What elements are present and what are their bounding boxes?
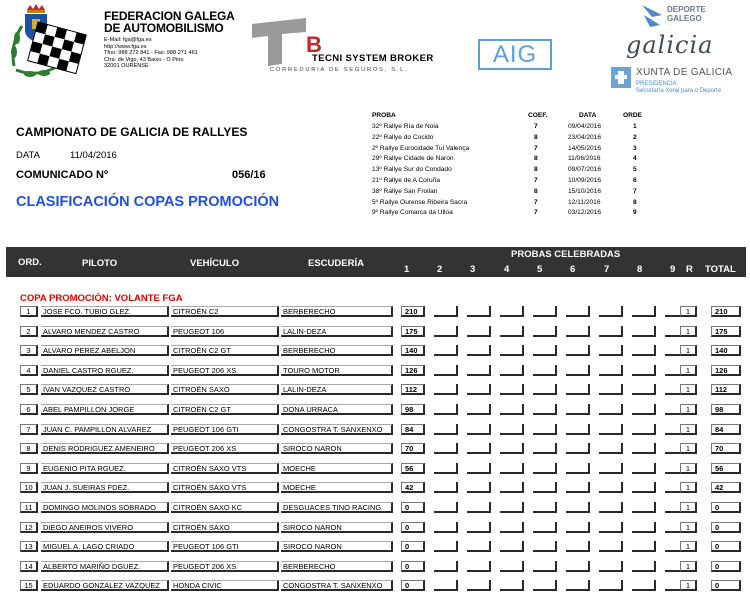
row-event-6-points [566, 463, 590, 474]
contact-line: 32001 OURENSE [104, 63, 149, 70]
row-event-7-points [599, 443, 623, 454]
row-event-1-points: 56 [401, 463, 425, 474]
row-total: 0 [711, 541, 741, 552]
row-event-1-points: 0 [401, 561, 425, 572]
row-event-5-points [533, 404, 557, 415]
row-vehiculo: HONDA CIVIC [171, 580, 279, 591]
row-vehiculo: CITROËN C2 GT [171, 345, 279, 356]
row-event-4-points [500, 522, 524, 533]
communique-label: COMUNICADO Nº [16, 169, 109, 181]
row-event-1-points: 126 [401, 365, 425, 376]
row-event-7-points [599, 326, 623, 337]
row-event-3-points [467, 404, 491, 415]
row-event-6-points [566, 522, 590, 533]
row-event-2-points [434, 522, 458, 533]
row-event-6-points [566, 384, 590, 395]
row-event-3-points [467, 365, 491, 376]
rallies-header-proba: PROBA [372, 112, 396, 119]
row-r: 1 [680, 345, 697, 356]
row-ord: 10 [20, 482, 38, 493]
row-piloto: ALVARO MENDEZ CASTRO [41, 326, 169, 337]
header-event-6: 6 [570, 264, 576, 275]
row-event-5-points [533, 443, 557, 454]
row-event-8-points [632, 541, 656, 552]
xunta-secretaria: Secretaría Xeral para o Deporte [636, 88, 722, 94]
federation-name-line1: FEDERACION GALEGA [104, 9, 235, 23]
row-event-3-points [467, 561, 491, 572]
broker-name: TECNI SYSTEM BROKER [312, 53, 434, 64]
row-ord: 14 [20, 561, 38, 572]
row-event-6-points [566, 404, 590, 415]
rally-proba: 21º Rallye de A Coruña [372, 177, 441, 184]
row-event-3-points [467, 463, 491, 474]
row-piloto: JUAN J. SUEIRAS FDEZ. [41, 482, 169, 493]
row-event-5-points [533, 580, 557, 591]
header-total: TOTAL [705, 264, 736, 275]
row-total: 56 [711, 463, 741, 474]
row-event-7-points [599, 502, 623, 513]
row-event-5-points [533, 384, 557, 395]
rally-coef: 8 [534, 166, 538, 174]
row-total: 84 [711, 424, 741, 435]
row-event-6-points [566, 482, 590, 493]
row-escuderia: MOECHE [281, 463, 393, 474]
row-event-4-points [500, 502, 524, 513]
header-event-2: 2 [437, 264, 443, 275]
row-event-5-points [533, 502, 557, 513]
section-title: COPA PROMOCIÓN: VOLANTE FGA [20, 293, 183, 304]
header-probas-celebradas: PROBAS CELEBRADAS [511, 249, 621, 260]
row-ord: 3 [20, 345, 38, 356]
row-piloto: EDUARDO GONZALEZ VAZQUEZ [41, 580, 169, 591]
header-event-8: 8 [637, 264, 643, 275]
row-escuderia: MOECHE [281, 482, 393, 493]
row-event-4-points [500, 404, 524, 415]
row-event-5-points [533, 561, 557, 572]
contact-line: Ctra. de Vigo, 43 Baixo - O Pino [104, 56, 184, 63]
row-event-3-points [467, 326, 491, 337]
row-escuderia: SIROCO NARON [281, 541, 393, 552]
row-escuderia: CONGOSTRA T. SANXENXO [281, 580, 393, 591]
federation-name-line2: DE AUTOMOBILISMO [104, 21, 224, 35]
row-event-4-points [500, 306, 524, 317]
header-event-7: 7 [604, 264, 610, 275]
row-event-2-points [434, 306, 458, 317]
row-ord: 15 [20, 580, 38, 591]
row-r: 1 [680, 443, 697, 454]
row-event-4-points [500, 463, 524, 474]
header-event-3: 3 [470, 264, 476, 275]
contact-line: Tfno: 988 272 841 - Fax: 988 271 461 [104, 50, 198, 57]
row-event-1-points: 98 [401, 404, 425, 415]
rally-coef: 7 [534, 123, 538, 130]
row-event-8-points [632, 326, 656, 337]
row-total: 42 [711, 482, 741, 493]
aig-logo [478, 39, 552, 70]
row-event-7-points [599, 404, 623, 415]
row-event-8-points [632, 580, 656, 591]
row-event-7-points [599, 424, 623, 435]
deporte-galego-icon [640, 3, 664, 29]
row-escuderia: BERBERECHO [281, 345, 393, 356]
row-event-7-points [599, 384, 623, 395]
row-r: 1 [680, 384, 697, 395]
fga-logo [8, 4, 92, 80]
header-escuderia: ESCUDERÍA [308, 258, 364, 269]
row-piloto: IVAN VAZQUEZ CASTRO [41, 384, 169, 395]
row-event-8-points [632, 463, 656, 474]
rally-proba: 9º Rallye Comarca da Ulloa [372, 209, 453, 217]
row-piloto: JUAN C. PAMPILLON ALVAREZ [41, 424, 169, 435]
deporte-line2: GALEGO [667, 14, 702, 23]
row-event-8-points [632, 404, 656, 415]
rallies-header-coef: COEF. [528, 112, 548, 119]
row-vehiculo: CITROËN SAXO KC [171, 502, 279, 513]
row-event-1-points: 70 [401, 443, 425, 454]
row-event-8-points [632, 345, 656, 356]
row-vehiculo: CITROËN C2 [171, 306, 279, 317]
row-event-1-points: 42 [401, 482, 425, 493]
row-event-4-points [500, 443, 524, 454]
row-event-3-points [467, 482, 491, 493]
rally-orde: 8 [633, 198, 637, 206]
row-vehiculo: PEUGEOT 206 XS [171, 443, 279, 454]
row-ord: 4 [20, 365, 38, 376]
row-event-5-points [533, 541, 557, 552]
header-event-4: 4 [504, 264, 510, 275]
row-event-6-points [566, 424, 590, 435]
row-event-6-points [566, 443, 590, 454]
row-vehiculo: CITROËN C2 GT [171, 404, 279, 415]
row-event-2-points [434, 424, 458, 435]
row-event-6-points [566, 580, 590, 591]
row-event-3-points [467, 443, 491, 454]
row-event-4-points [500, 561, 524, 572]
row-escuderia: SIROCO NARON [281, 443, 393, 454]
rally-proba: 13º Rallye Sur do Condado [372, 166, 452, 174]
row-event-7-points [599, 463, 623, 474]
row-event-2-points [434, 404, 458, 415]
classification-title: CLASIFICACIÓN COPAS PROMOCIÓN [16, 194, 280, 210]
aig-wordmark: AIG [492, 41, 538, 68]
row-event-3-points [467, 345, 491, 356]
rally-coef: 7 [534, 209, 538, 217]
xunta-emblem-icon [611, 67, 631, 88]
row-total: 0 [711, 522, 741, 533]
row-event-7-points [599, 306, 623, 317]
svg-text:B: B [306, 32, 322, 57]
rally-data: 09/04/2016 [568, 123, 602, 130]
rally-orde: 2 [633, 133, 637, 141]
row-event-1-points: 112 [401, 384, 425, 395]
row-event-2-points [434, 541, 458, 552]
rally-data: 10/09/2016 [568, 177, 602, 184]
row-piloto: JOSE FCO. TUBIO GLEZ. [41, 306, 169, 317]
deporte-line1: DEPORTE [667, 5, 706, 14]
row-event-8-points [632, 482, 656, 493]
row-event-8-points [632, 502, 656, 513]
row-event-4-points [500, 541, 524, 552]
rally-proba: 32º Rallye Ría de Noia [372, 123, 439, 130]
row-event-8-points [632, 384, 656, 395]
row-event-4-points [500, 365, 524, 376]
row-event-5-points [533, 326, 557, 337]
row-ord: 13 [20, 541, 38, 552]
rally-orde: 7 [633, 187, 637, 195]
rally-proba: 5º Rallye Ourense Ribeira Sacra [372, 198, 468, 206]
date-label: DATA [16, 150, 40, 161]
row-r: 1 [680, 502, 697, 513]
row-event-3-points [467, 384, 491, 395]
row-vehiculo: PEUGEOT 106 GTI [171, 541, 279, 552]
rally-proba: 2º Rallye Eurocidade Tui Valença [372, 144, 470, 152]
row-event-6-points [566, 306, 590, 317]
row-event-1-points: 140 [401, 345, 425, 356]
rally-data: 11/06/2016 [568, 155, 601, 163]
row-event-2-points [434, 443, 458, 454]
row-escuderia: CONGOSTRA T. SANXENXO [281, 424, 393, 435]
row-event-2-points [434, 463, 458, 474]
row-vehiculo: PEUGEOT 106 [171, 326, 279, 337]
row-total: 112 [711, 384, 741, 395]
row-event-8-points [632, 522, 656, 533]
xunta-presidencia: PRESIDENCIA [636, 81, 677, 87]
row-r: 1 [680, 463, 697, 474]
row-vehiculo: CITROËN SAXO VTS [171, 482, 279, 493]
row-event-1-points: 84 [401, 424, 425, 435]
rally-proba: 22º Rallye do Cocido [372, 133, 434, 141]
row-event-2-points [434, 580, 458, 591]
row-ord: 8 [20, 443, 38, 454]
row-escuderia: LALIN-DEZA [281, 384, 393, 395]
deporte-galego-text [667, 5, 706, 23]
contact-line[interactable]: E-Mail: fga@fga.es [104, 37, 152, 43]
row-event-4-points [500, 482, 524, 493]
row-event-1-points: 0 [401, 541, 425, 552]
row-event-2-points [434, 326, 458, 337]
rally-orde: 3 [633, 144, 637, 152]
row-ord: 9 [20, 463, 38, 474]
rally-orde: 1 [633, 123, 637, 130]
rally-orde: 6 [633, 177, 637, 184]
header-ord: ORD. [18, 257, 42, 268]
row-event-8-points [632, 443, 656, 454]
galicia-wordmark: galicia [626, 31, 714, 59]
row-event-4-points [500, 326, 524, 337]
rally-data: 09/07/2016 [568, 166, 602, 174]
row-total: 210 [711, 306, 741, 317]
rallies-header-orde: ORDE [623, 112, 643, 119]
row-event-6-points [566, 365, 590, 376]
row-event-2-points [434, 502, 458, 513]
header-event-9: 9 [670, 264, 676, 275]
row-escuderia: SIROCO NARON [281, 522, 393, 533]
row-r: 1 [680, 580, 697, 591]
row-piloto: EUGENIO PITA RGUEZ. [41, 463, 169, 474]
row-r: 1 [680, 561, 697, 572]
rally-proba: 29º Rallye Cidade de Naron [372, 155, 454, 163]
rally-orde: 9 [633, 209, 637, 217]
row-event-8-points [632, 561, 656, 572]
row-event-5-points [533, 463, 557, 474]
row-event-1-points: 210 [401, 306, 425, 317]
row-event-8-points [632, 306, 656, 317]
row-piloto: ABEL PAMPILLON JORGE [41, 404, 169, 415]
row-total: 0 [711, 561, 741, 572]
rally-data: 14/05/2016 [568, 144, 602, 152]
row-event-8-points [632, 424, 656, 435]
broker-subtitle: CORREDURIA DE SEGUROS, S.L. [270, 67, 409, 73]
row-total: 126 [711, 365, 741, 376]
header-event-1: 1 [404, 264, 410, 275]
row-event-3-points [467, 522, 491, 533]
row-event-2-points [434, 384, 458, 395]
date-value: 11/04/2016 [70, 150, 117, 161]
row-piloto: DENIS RODRIGUEZ AMENEIRO [41, 443, 169, 454]
row-event-7-points [599, 345, 623, 356]
row-ord: 1 [20, 306, 38, 317]
federation-info [104, 10, 254, 70]
rally-data: 23/04/2016 [568, 133, 602, 141]
row-r: 1 [680, 482, 697, 493]
rally-coef: 8 [534, 133, 538, 141]
row-event-2-points [434, 561, 458, 572]
row-vehiculo: CITROËN SAXO [171, 522, 279, 533]
rally-data: 12/11/2016 [568, 198, 601, 206]
row-piloto: MIGUEL A. LAGO CRIADO [41, 541, 169, 552]
row-event-1-points: 175 [401, 326, 425, 337]
row-event-2-points [434, 345, 458, 356]
rally-orde: 4 [633, 155, 637, 163]
row-piloto: DIEGO ANEIROS VIVERO [41, 522, 169, 533]
rally-data: 15/10/2016 [568, 187, 602, 195]
federation-contact [104, 37, 254, 70]
row-escuderia: BERBERECHO [281, 561, 393, 572]
xunta-name: XUNTA DE GALICIA [636, 67, 733, 78]
row-total: 98 [711, 404, 741, 415]
row-event-5-points [533, 424, 557, 435]
row-event-7-points [599, 561, 623, 572]
row-event-4-points [500, 424, 524, 435]
row-ord: 11 [20, 502, 38, 513]
contact-line[interactable]: http://www.fga.es [104, 43, 147, 50]
header-r: R [686, 264, 693, 275]
row-escuderia: DONA URRACA [281, 404, 393, 415]
row-r: 1 [680, 326, 697, 337]
row-event-3-points [467, 306, 491, 317]
row-r: 1 [680, 365, 697, 376]
row-event-3-points [467, 580, 491, 591]
rally-proba: 38º Rallye San Froilan [372, 187, 438, 195]
row-piloto: DOMINGO MOLINOS SOBRADO [41, 502, 169, 513]
row-vehiculo: PEUGEOT 106 GTI [171, 424, 279, 435]
row-event-2-points [434, 482, 458, 493]
row-event-7-points [599, 482, 623, 493]
row-event-5-points [533, 306, 557, 317]
rally-coef: 8 [534, 187, 538, 195]
row-event-5-points [533, 482, 557, 493]
row-event-7-points [599, 365, 623, 376]
row-event-7-points [599, 541, 623, 552]
row-escuderia: LALIN-DEZA [281, 326, 393, 337]
header-event-5: 5 [537, 264, 543, 275]
row-vehiculo: CITROËN SAXO VTS [171, 463, 279, 474]
row-vehiculo: PEUGEOT 206 XS [171, 561, 279, 572]
row-event-5-points [533, 522, 557, 533]
championship-title: CAMPIONATO DE GALICIA DE RALLYES [16, 125, 248, 139]
communique-number: 056/16 [232, 169, 266, 181]
rally-coef: 7 [534, 198, 538, 206]
row-r: 1 [680, 522, 697, 533]
row-piloto: ALBERTO MARIÑO DGUEZ. [41, 561, 169, 572]
row-event-3-points [467, 541, 491, 552]
row-event-1-points: 0 [401, 580, 425, 591]
row-ord: 7 [20, 424, 38, 435]
row-ord: 12 [20, 522, 38, 533]
row-event-4-points [500, 384, 524, 395]
row-total: 140 [711, 345, 741, 356]
row-escuderia: BERBERECHO [281, 306, 393, 317]
row-event-6-points [566, 326, 590, 337]
row-total: 175 [711, 326, 741, 337]
row-escuderia: DESGUACES TINO RACING [281, 502, 393, 513]
rallies-header-data: DATA [579, 112, 597, 119]
row-r: 1 [680, 306, 697, 317]
row-event-7-points [599, 522, 623, 533]
row-event-2-points [434, 365, 458, 376]
row-event-4-points [500, 345, 524, 356]
row-vehiculo: CITROËN SAXO [171, 384, 279, 395]
row-r: 1 [680, 424, 697, 435]
row-r: 1 [680, 404, 697, 415]
rally-coef: 8 [534, 155, 538, 163]
row-event-6-points [566, 345, 590, 356]
row-event-6-points [566, 561, 590, 572]
row-event-1-points: 0 [401, 522, 425, 533]
row-ord: 2 [20, 326, 38, 337]
rally-coef: 7 [534, 177, 538, 184]
row-ord: 6 [20, 404, 38, 415]
row-ord: 5 [20, 384, 38, 395]
rally-orde: 5 [633, 166, 637, 174]
rally-data: 03/12/2016 [568, 209, 602, 217]
row-total: 0 [711, 580, 741, 591]
header-vehiculo: VEHÍCULO [190, 258, 240, 269]
row-total: 0 [711, 502, 741, 513]
row-event-8-points [632, 365, 656, 376]
row-event-5-points [533, 365, 557, 376]
row-event-7-points [599, 580, 623, 591]
row-event-4-points [500, 580, 524, 591]
row-event-5-points [533, 345, 557, 356]
row-event-6-points [566, 502, 590, 513]
row-event-6-points [566, 541, 590, 552]
row-vehiculo: PEUGEOT 206 XS [171, 365, 279, 376]
row-piloto: ALVARO PEREZ ABELJON [41, 345, 169, 356]
rally-coef: 7 [534, 144, 538, 152]
row-total: 70 [711, 443, 741, 454]
row-event-3-points [467, 502, 491, 513]
row-r: 1 [680, 541, 697, 552]
standings-header [6, 247, 746, 277]
row-piloto: DANIEL CASTRO RGUEZ. [41, 365, 169, 376]
row-event-3-points [467, 424, 491, 435]
header-piloto: PILOTO [82, 258, 118, 269]
row-event-1-points: 0 [401, 502, 425, 513]
row-escuderia: TOURO MOTOR [281, 365, 393, 376]
